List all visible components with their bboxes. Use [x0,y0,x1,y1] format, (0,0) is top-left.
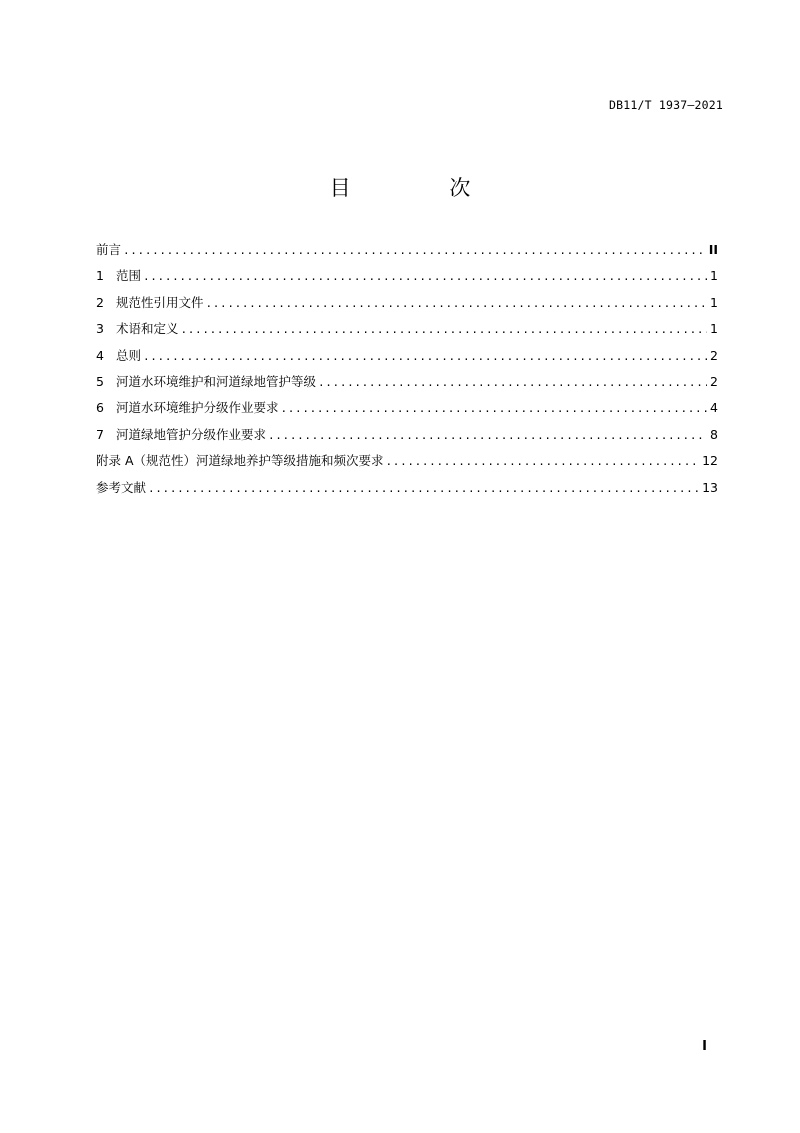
toc-dot-leader [386,452,700,472]
table-of-contents [96,240,718,504]
toc-entry-text: 范围 [116,268,142,284]
toc-dot-leader [206,294,708,314]
toc-entry-bibliography[interactable] [96,478,718,504]
toc-entry-text: 前言 [96,242,122,257]
toc-entry-green-space-requirements[interactable] [96,425,718,451]
toc-entry-page: 12 [702,453,718,469]
toc-dot-leader [148,479,699,499]
toc-dot-leader [318,373,707,393]
toc-entry-number: 7 [96,426,104,442]
toc-entry-appendix-a[interactable] [96,451,718,477]
toc-title: 目 次 [329,176,517,200]
toc-entry-foreword[interactable] [96,240,718,266]
toc-entry-page: 13 [702,479,718,495]
toc-entry-page: 2 [710,373,718,389]
toc-entry-text: 参考文献 [96,479,147,495]
toc-entry-page: 1 [710,294,718,310]
document-code: DB11/T 1937—2021 [609,98,723,112]
toc-dot-leader [143,347,707,367]
toc-dot-leader [143,267,707,287]
toc-entry-normative-references[interactable] [96,293,718,319]
page-number: I [702,1039,707,1054]
toc-entry-number: 2 [96,294,104,310]
toc-entry-number: 5 [96,373,104,389]
toc-entry-text: 河道绿地管护分级作业要求 [116,426,267,442]
toc-entry-page: 4 [710,400,718,416]
toc-entry-page: 1 [710,268,718,284]
toc-entry-text: 规范性引用文件 [116,294,204,310]
toc-entry-text: 河道水环境维护分级作业要求 [116,400,279,416]
toc-entry-text: 术语和定义 [116,321,179,337]
toc-entry-general[interactable] [96,346,718,372]
toc-dot-leader [281,399,708,419]
toc-entry-page: 8 [710,426,718,442]
toc-entry-text: 总则 [116,347,142,363]
toc-dot-leader [123,241,706,261]
toc-entry-number: 4 [96,347,104,363]
toc-entry-page: II [708,242,718,257]
toc-entry-water-environment-requirements[interactable] [96,398,718,424]
toc-entry-text: 附录 A（规范性）河道绿地养护等级措施和频次要求 [96,453,384,469]
toc-entry-levels[interactable] [96,372,718,398]
toc-entry-text: 河道水环境维护和河道绿地管护等级 [116,373,317,389]
toc-dot-leader [181,320,708,340]
toc-dot-leader [268,426,707,446]
toc-entry-number: 6 [96,400,104,416]
toc-entry-number: 3 [96,321,104,337]
toc-entry-number: 1 [96,268,104,284]
toc-entry-terms-definitions[interactable] [96,319,718,345]
toc-entry-page: 2 [710,347,718,363]
toc-entry-page: 1 [710,321,718,337]
toc-entry-scope[interactable] [96,266,718,292]
